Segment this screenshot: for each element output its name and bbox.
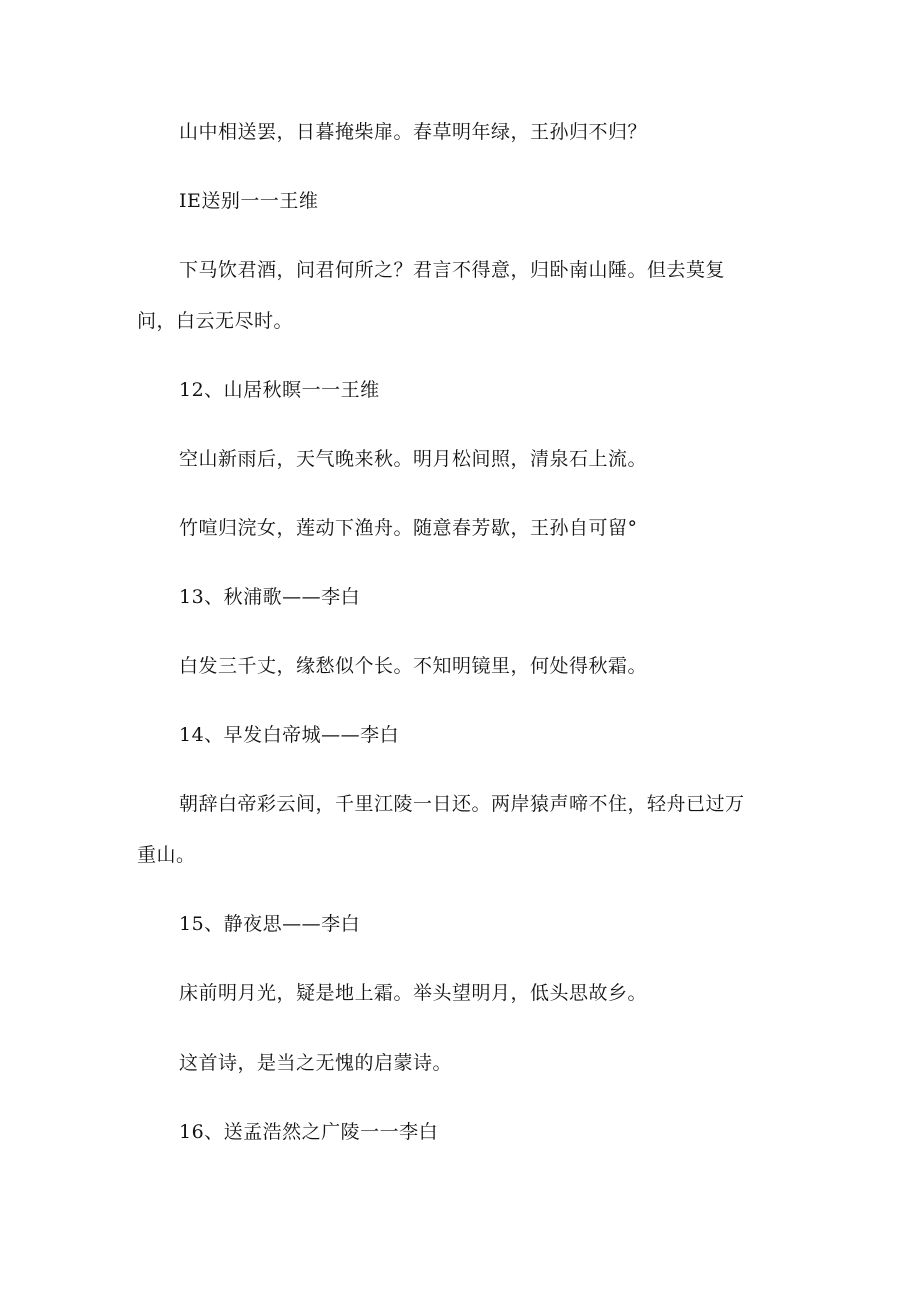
poem-text-line: 朝辞白帝彩云间，千里江陵一日还。两岸猿声啼不住，轻舟已过万	[179, 793, 745, 815]
poem-text-line: 空山新雨后，天气晚来秋。明月松间照，清泉石上流。	[179, 448, 648, 470]
poem-text-line: 床前明月光，疑是地上霜。举头望明月，低头思故乡。	[179, 982, 648, 1004]
poem-text-line: 竹喧归浣女，莲动下渔舟。随意春芳歇，王孙自可留°	[179, 517, 638, 539]
poem-title-heading: 16、送孟浩然之广陵一一李白	[179, 1121, 439, 1143]
poem-text-line-continued: 问，白云无尽时。	[137, 310, 294, 332]
commentary-line: 这首诗，是当之无愧的启蒙诗。	[179, 1052, 453, 1074]
poem-title-heading: 12、山居秋瞑一一王维	[179, 379, 380, 401]
poem-title-heading: IE送别一一王维	[179, 190, 319, 212]
poem-text-line-continued: 重山。	[137, 844, 196, 866]
poem-title-heading: 14、早发白帝城——李白	[179, 724, 400, 746]
poem-text-line: 山中相送罢，日暮掩柴扉。春草明年绿，王孙归不归？	[179, 121, 648, 143]
poem-text-line: 下马饮君酒，问君何所之？君言不得意，归卧南山陲。但去莫复	[179, 259, 726, 281]
poem-title-heading: 15、静夜思——李白	[179, 913, 361, 935]
poem-title-heading: 13、秋浦歌——李白	[179, 586, 361, 608]
poem-text-line: 白发三千丈，缘愁似个长。不知明镜里，何处得秋霜。	[179, 655, 648, 677]
